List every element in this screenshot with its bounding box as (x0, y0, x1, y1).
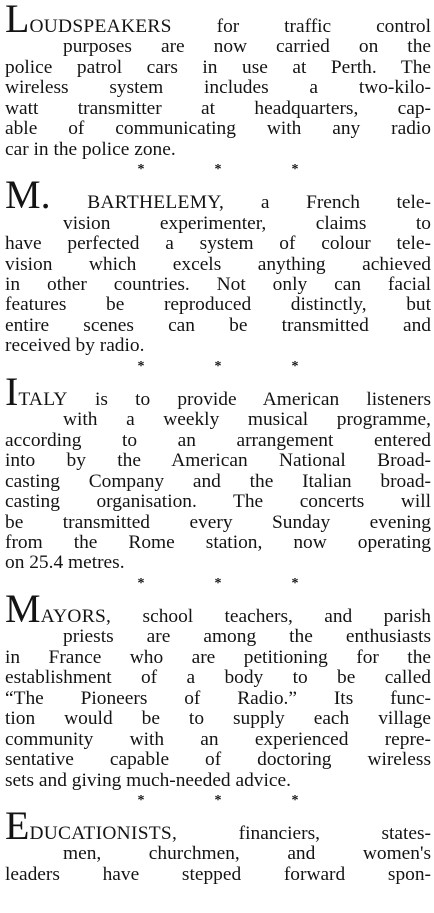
drop-cap: M (5, 585, 41, 631)
line-text: be transmitted every Sunday evening (5, 511, 431, 533)
separator-star: * (291, 792, 299, 808)
article-educationists (5, 802, 431, 885)
article-barthelemy (5, 172, 431, 357)
separator-star: * (291, 358, 299, 374)
article-italy (5, 368, 431, 574)
article-loudspeakers (5, 0, 431, 160)
separator-star: * (214, 162, 222, 178)
line-text: into by the American National Broad- (5, 450, 431, 472)
line-text: with a weekly musical programme, (63, 409, 431, 431)
line-text: received by radio. (5, 335, 145, 357)
line-text: is to provide American listeners (67, 388, 431, 410)
line-text: on 25.4 metres. (5, 552, 125, 574)
line-text: sets and giving much-needed advice. (5, 769, 291, 791)
line-text: purposes are now carried on the (63, 36, 431, 58)
line-text: police patrol cars in use at Perth. The (5, 56, 431, 78)
lead-word: AYORS, (40, 605, 112, 627)
line-text: priests are among the enthusiasts (63, 626, 431, 648)
drop-cap: E (5, 802, 30, 848)
lead-word: DUCATIONISTS, (29, 822, 178, 844)
lead-word: TALY (18, 388, 68, 410)
first-line (5, 172, 431, 218)
line-text: financiers, states- (177, 822, 431, 844)
line-text: entire scenes can be transmitted and (5, 314, 431, 336)
line-text: in other countries. Not only can facial (5, 273, 431, 295)
line-text: have perfected a system of colour tele- (5, 233, 431, 255)
line-text: leaders have stepped forward spon- (5, 863, 431, 885)
separator-star: * (137, 358, 145, 374)
line-text: school teachers, and parish (111, 605, 431, 627)
line-text: vision experimenter, claims to (63, 212, 431, 234)
line-text: wireless system includes a two-kilo- (5, 77, 431, 99)
separator-star: * (214, 358, 222, 374)
line-text: casting organisation. The concerts will (5, 491, 431, 513)
separator-star: * (137, 575, 145, 591)
line-text: community with an experienced repre- (5, 728, 431, 750)
separator-star: * (291, 575, 299, 591)
line-text: “The Pioneers of Radio.” Its func- (5, 687, 431, 709)
separator-star: * (137, 162, 145, 178)
first-line (5, 802, 431, 848)
section-separator (5, 160, 431, 180)
article-mayors (5, 585, 431, 791)
separator-star: * (137, 792, 145, 808)
separator-star: * (291, 162, 299, 178)
line-text: casting Company and the Italian broad- (5, 470, 431, 492)
line-text: men, churchmen, and women's (63, 843, 431, 865)
section-separator (5, 791, 431, 811)
line-text: according to an arrangement entered (5, 429, 431, 451)
line-text: car in the police zone. (5, 138, 176, 160)
line-text: able of communicating with any radio (5, 118, 431, 140)
drop-cap: L (5, 0, 30, 41)
drop-cap: I (5, 368, 19, 414)
line-text: establishment of a body to be called (5, 667, 431, 689)
line-text: watt transmitter at headquarters, cap- (5, 97, 431, 119)
line-text: features be reproduced distinctly, but (5, 294, 431, 316)
lead-word: OUDSPEAKERS (29, 16, 172, 37)
first-line (5, 585, 431, 631)
separator-star: * (214, 792, 222, 808)
line-text: tion would be to supply each village (5, 708, 431, 730)
line-text: for traffic control (171, 16, 431, 37)
first-line (5, 368, 431, 414)
first-line (5, 0, 431, 41)
separator-star: * (214, 575, 222, 591)
section-separator (5, 574, 431, 594)
line-text: vision which excels anything achieved (5, 253, 431, 275)
section-separator (5, 357, 431, 377)
lead-word: BARTHELEMY, (87, 192, 225, 214)
line-text: in France who are petitioning for the (5, 646, 431, 668)
line-text: sentative capable of doctoring wireless (5, 749, 431, 771)
line-text: from the Rome station, now operating (5, 531, 431, 553)
line-text: a French tele- (224, 192, 431, 214)
drop-cap: M. (5, 172, 51, 218)
